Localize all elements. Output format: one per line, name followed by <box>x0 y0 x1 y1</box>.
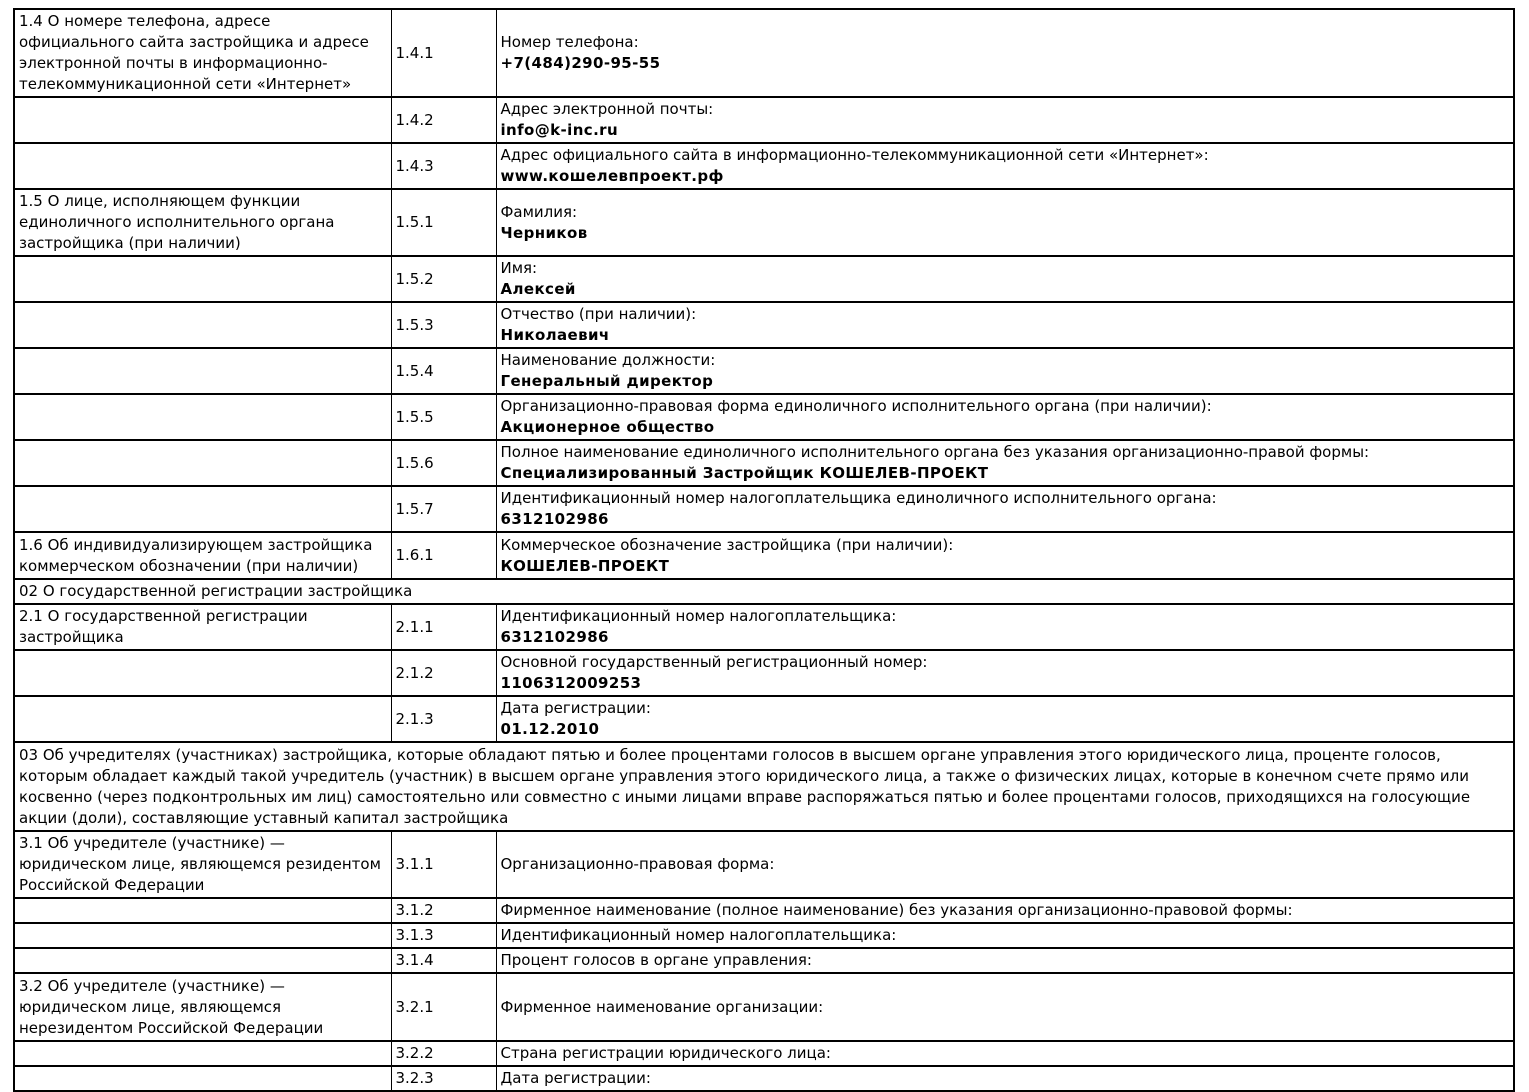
section-description-cell <box>14 394 391 440</box>
field-label: Идентификационный номер налогоплательщика: <box>500 926 897 944</box>
table-row <box>14 348 1514 394</box>
item-content-cell <box>496 1041 1514 1066</box>
field-label: Фамилия: <box>500 202 578 221</box>
section-header: 02 О государственной регистрации застройщика <box>14 579 1514 604</box>
table-row <box>14 486 1514 532</box>
field-value: 6312102986 <box>500 628 609 646</box>
section-description-cell <box>14 948 391 973</box>
section-description-cell <box>14 256 391 302</box>
item-number-cell: 3.1.1 <box>391 831 496 898</box>
field-label: Адрес официального сайта в информационно-телекоммуникационной сети «Интернет»: <box>500 146 1209 164</box>
table-row <box>14 394 1514 440</box>
item-content-cell <box>496 973 1514 1041</box>
table-row <box>14 831 1514 898</box>
section-description-cell <box>14 696 391 742</box>
table-row <box>14 948 1514 973</box>
section-description-cell: 1.5 О лице, исполняющем функции единоличного исполнительного органа застройщика (при наличии) <box>14 189 391 256</box>
field-label: Идентификационный номер налогоплательщика единоличного исполнительного органа: <box>500 489 1217 507</box>
section-description-cell <box>14 650 391 696</box>
field-label: Фирменное наименование (полное наименование) без указания организационно-правовой формы: <box>500 901 1293 919</box>
section-description-cell: 2.1 О государственной регистрации застройщика <box>14 604 391 650</box>
item-number-cell: 1.4.3 <box>391 143 496 189</box>
item-content-cell <box>496 348 1514 394</box>
section-description-cell <box>14 486 391 532</box>
section-header-row <box>14 742 1514 831</box>
field-label: Адрес электронной почты: <box>500 100 714 118</box>
section-description-cell <box>14 143 391 189</box>
item-number-cell: 2.1.1 <box>391 604 496 650</box>
table-body <box>14 9 1514 1091</box>
item-number-cell: 3.2.1 <box>391 973 496 1041</box>
item-number-cell: 1.4.1 <box>391 9 496 97</box>
item-content-cell <box>496 650 1514 696</box>
field-label: Процент голосов в органе управления: <box>500 951 812 969</box>
section-description-cell <box>14 1041 391 1066</box>
item-content-cell <box>496 189 1514 256</box>
item-content-cell <box>496 1066 1514 1091</box>
field-label: Организационно-правовая форма единоличного исполнительного органа (при наличии): <box>500 397 1212 415</box>
table-row <box>14 604 1514 650</box>
item-content-cell <box>496 256 1514 302</box>
section-description-cell <box>14 97 391 143</box>
section-description-cell <box>14 348 391 394</box>
field-value: КОШЕЛЕВ-ПРОЕКТ <box>500 556 670 575</box>
item-number-cell: 1.5.1 <box>391 189 496 256</box>
field-value: Алексей <box>500 280 576 298</box>
field-label: Номер телефона: <box>500 33 639 51</box>
item-number-cell: 1.5.5 <box>391 394 496 440</box>
item-content-cell <box>496 97 1514 143</box>
field-value: info@k-inc.ru <box>500 121 619 139</box>
section-description-cell <box>14 923 391 948</box>
item-number-cell: 3.2.3 <box>391 1066 496 1091</box>
field-label: Дата регистрации: <box>500 699 651 717</box>
field-label: Дата регистрации: <box>500 1069 651 1087</box>
item-number-cell: 3.1.3 <box>391 923 496 948</box>
field-value: Генеральный директор <box>500 372 714 390</box>
table-row <box>14 256 1514 302</box>
table-row <box>14 302 1514 348</box>
table-row <box>14 650 1514 696</box>
table-row <box>14 189 1514 256</box>
item-number-cell: 1.6.1 <box>391 532 496 579</box>
section-description-cell <box>14 440 391 486</box>
section-description-cell <box>14 1066 391 1091</box>
table-row <box>14 1066 1514 1091</box>
table-row <box>14 696 1514 742</box>
item-content-cell <box>496 923 1514 948</box>
field-label: Основной государственный регистрационный номер: <box>500 653 928 671</box>
item-content-cell <box>496 831 1514 898</box>
field-value: Николаевич <box>500 326 610 344</box>
section-description-cell: 1.6 Об индивидуализирующем застройщика коммерческом обозначении (при наличии) <box>14 532 391 579</box>
table-row <box>14 143 1514 189</box>
field-value: +7(484)290-95-55 <box>500 54 661 72</box>
field-label: Имя: <box>500 259 538 277</box>
section-description-cell <box>14 898 391 923</box>
section-description-cell <box>14 302 391 348</box>
item-number-cell: 1.5.3 <box>391 302 496 348</box>
item-number-cell: 1.5.4 <box>391 348 496 394</box>
field-value: Специализированный Застройщик КОШЕЛЕВ-ПРОЕКТ <box>500 464 989 482</box>
item-number-cell: 2.1.3 <box>391 696 496 742</box>
field-value: 01.12.2010 <box>500 720 600 738</box>
field-label: Полное наименование единоличного исполнительного органа без указания организационно-правой формы: <box>500 443 1370 461</box>
table-row <box>14 440 1514 486</box>
item-content-cell <box>496 532 1514 579</box>
field-value: 1106312009253 <box>500 674 642 692</box>
section-description-cell: 3.2 Об учредителе (участнике) — юридическом лице, являющемся нерезидентом Российской Федерации <box>14 973 391 1041</box>
item-number-cell: 2.1.2 <box>391 650 496 696</box>
field-label: Коммерческое обозначение застройщика (при наличии): <box>500 535 954 554</box>
field-value: Черников <box>500 223 588 242</box>
item-content-cell <box>496 394 1514 440</box>
section-header-row <box>14 579 1514 604</box>
declaration-table <box>13 8 1515 1092</box>
item-number-cell: 3.1.2 <box>391 898 496 923</box>
item-number-cell: 3.2.2 <box>391 1041 496 1066</box>
field-label: Идентификационный номер налогоплательщика: <box>500 607 897 625</box>
table-row <box>14 973 1514 1041</box>
field-value: www.кошелевпроект.рф <box>500 167 724 185</box>
item-content-cell <box>496 302 1514 348</box>
table-row <box>14 97 1514 143</box>
item-content-cell <box>496 440 1514 486</box>
item-content-cell <box>496 143 1514 189</box>
field-label: Фирменное наименование организации: <box>500 997 824 1016</box>
section-description-cell: 1.4 О номере телефона, адресе официального сайта застройщика и адресе электронной почты в информационно-телекоммуникационной сети «Интернет» <box>14 9 391 97</box>
field-value: Акционерное общество <box>500 418 715 436</box>
field-label: Организационно-правовая форма: <box>500 855 775 873</box>
field-label: Наименование должности: <box>500 351 716 369</box>
item-number-cell: 3.1.4 <box>391 948 496 973</box>
item-number-cell: 1.4.2 <box>391 97 496 143</box>
item-content-cell <box>496 9 1514 97</box>
item-content-cell <box>496 696 1514 742</box>
section-description-cell: 3.1 Об учредителе (участнике) — юридическом лице, являющемся резидентом Российской Федерации <box>14 831 391 898</box>
item-content-cell <box>496 948 1514 973</box>
item-content-cell <box>496 898 1514 923</box>
field-label: Страна регистрации юридического лица: <box>500 1044 831 1062</box>
item-content-cell <box>496 604 1514 650</box>
table-row <box>14 532 1514 579</box>
table-row <box>14 923 1514 948</box>
table-row <box>14 898 1514 923</box>
section-header: 03 Об учредителях (участниках) застройщика, которые обладают пятью и более процентами голосов в высшем органе управления этого юридического лица, проценте голосов, которым обладает каждый такой учредитель (участник) в высшем органе управления этого юридического лица, а также о физических лицах, которые в конечном счете прямо или косвенно (через подконтрольных им лиц) самостоятельно или совместно с иными лицами вправе распоряжаться пятью и более процентами голосов, приходящихся на голосующие акции (доли), составляющие уставный капитал застройщика <box>14 742 1514 831</box>
field-label: Отчество (при наличии): <box>500 305 697 323</box>
item-number-cell: 1.5.2 <box>391 256 496 302</box>
item-content-cell <box>496 486 1514 532</box>
table-row <box>14 9 1514 97</box>
table-row <box>14 1041 1514 1066</box>
item-number-cell: 1.5.7 <box>391 486 496 532</box>
field-value: 6312102986 <box>500 510 609 528</box>
item-number-cell: 1.5.6 <box>391 440 496 486</box>
